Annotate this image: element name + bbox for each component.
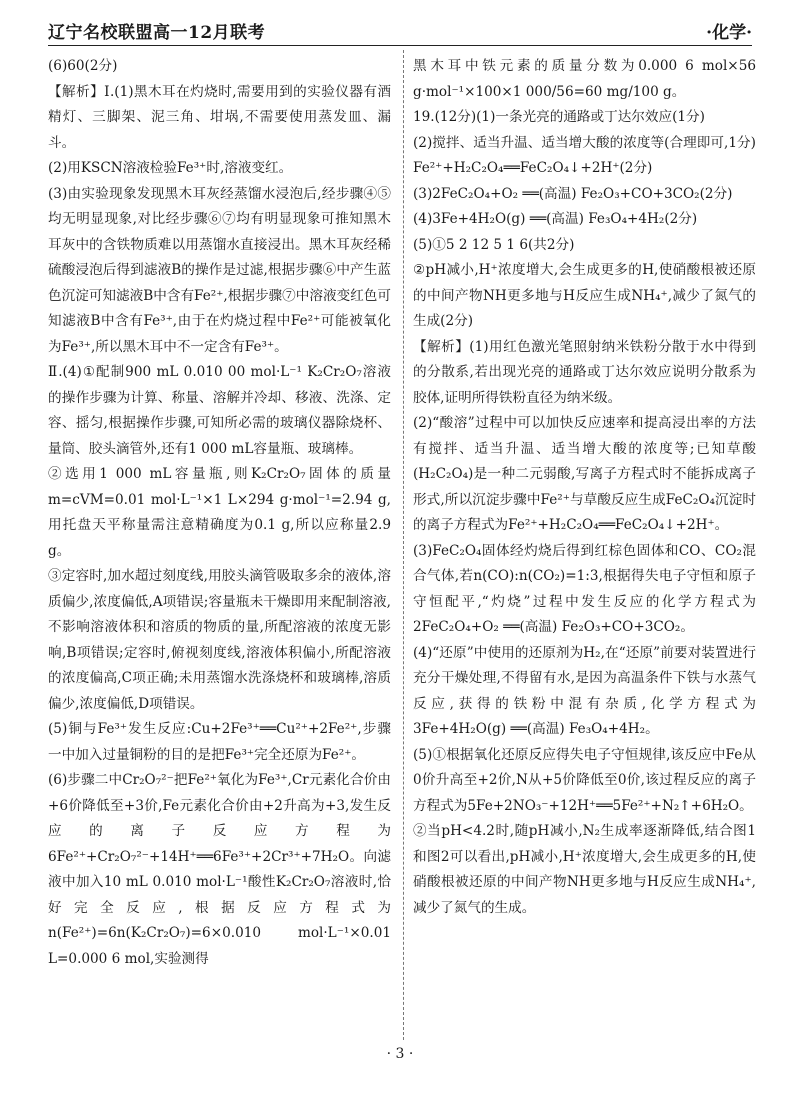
analysis-paragraph: (5)铜与Fe³⁺发生反应:Cu+2Fe³⁺══Cu²⁺+2Fe²⁺,步骤一中加入过量铜粉的目的是把Fe³⁺完全还原为Fe²⁺。 xyxy=(48,721,391,763)
answer-line: (4)3Fe+4H₂O(g) ══(高温) Fe₃O₄+4H₂(2分) xyxy=(413,211,698,227)
page-header xyxy=(48,14,752,44)
analysis-paragraph: ③定容时,加水超过刻度线,用胶头滴管吸取多余的液体,溶质偏少,浓度偏低,A项错误;容量瓶未干燥即用来配制溶液,不影响溶液体积和溶质的物质的量,所配溶液的浓度无影响,B项错误;定容时,俯视刻度线,溶液体积偏小,所配溶液的浓度偏高,C项正确;未用蒸馏水洗涤烧杯和玻璃棒,溶质偏少,浓度偏低,D项错误。 xyxy=(48,568,391,712)
analysis-paragraph: ②当pH<4.2时,随pH减小,N₂生成率逐渐降低,结合图1和图2可以看出,pH减小,H⁺浓度增大,会生成更多的H,使硝酸根被还原的中间产物NH更多地与H反应生成NH₄⁺,减少了氮气的生成。 xyxy=(413,823,756,916)
answer-line: (3)2FeC₂O₄+O₂ ══(高温) Fe₂O₃+CO+3CO₂(2分) xyxy=(413,185,733,202)
left-column xyxy=(48,54,391,972)
answer-line: ②pH减小,H⁺浓度增大,会生成更多的H,使硝酸根被还原的中间产物NH更多地与H反应生成NH₄⁺,减少了氮气的生成(2分) xyxy=(413,262,756,329)
page-number: · 3 · xyxy=(386,1046,414,1062)
subject-label: ·化学· xyxy=(706,23,752,43)
answer-line: 19.(12分)(1)一条光亮的通路或丁达尔效应(1分) xyxy=(413,109,705,125)
analysis-paragraph: ②选用1 000 mL容量瓶,则K₂Cr₂O₇固体的质量m=cVM=0.01 mol·L⁻¹×1 L×294 g·mol⁻¹=2.94 g,用托盘天平称量需注意精确度为0.1 g,所以应称量2.9 g。 xyxy=(48,466,391,559)
analysis-paragraph: (2)用KSCN溶液检验Fe³⁺时,溶液变红。 xyxy=(48,160,293,176)
analysis-paragraph: (3)FeC₂O₄固体经灼烧后得到红棕色固体和CO、CO₂混合气体,若n(CO):n(CO₂)=1:3,根据得失电子守恒和原子守恒配平,“灼烧”过程中发生反应的化学方程式为2FeC₂O₄+O₂ ══(高温) Fe₂O₃+CO+3CO₂。 xyxy=(413,542,756,635)
answer-line: (6)60(2分) xyxy=(48,58,118,74)
analysis-paragraph: (6)步骤二中Cr₂O₇²⁻把Fe²⁺氧化为Fe³⁺,Cr元素化合价由+6价降低至+3价,Fe元素化合价由+2升高为+3,发生反应的离子反应方程为6Fe²⁺+Cr₂O₇²⁻+14H⁺══6Fe³⁺+2Cr³⁺+7H₂O。向滤液中加入10 mL 0.010 mol·L⁻¹酸性K₂Cr₂O₇溶液时,恰好完全反应,根据反应方程式为n(Fe²⁺)=6n(K₂Cr₂O₇)=6×0.010 mol·L⁻¹×0.01 L=0.000 6 mol,实验测得 xyxy=(48,772,391,967)
analysis-paragraph: 【解析】(1)用红色激光笔照射纳米铁粉分散于水中得到的分散系,若出现光亮的通路或丁达尔效应说明分散系为胶体,证明所得铁粉直径为纳米级。 xyxy=(413,338,756,406)
answer-line: (2)搅拌、适当升温、适当增大酸的浓度等(合理即可,1分) Fe²⁺+H₂C₂O₄══FeC₂O₄↓+2H⁺(2分) xyxy=(413,134,756,176)
answer-line: (5)①5 2 12 5 1 6(共2分) xyxy=(413,236,575,253)
analysis-paragraph: (5)①根据氧化还原反应得失电子守恒规律,该反应中Fe从0价升高至+2价,N从+5价降低至0价,该过程反应的离子方程式为5Fe+2NO₃⁻+12H⁺══5Fe²⁺+N₂↑+6H₂O。 xyxy=(413,746,756,814)
analysis-paragraph: 【解析】Ⅰ.(1)黑木耳在灼烧时,需要用到的实验仪器有酒精灯、三脚架、泥三角、坩埚,不需要使用蒸发皿、漏斗。 xyxy=(48,83,391,151)
analysis-paragraph: Ⅱ.(4)①配制900 mL 0.010 00 mol·L⁻¹ K₂Cr₂O₇溶液的操作步骤为计算、称量、溶解并冷却、移液、洗涤、定容、摇匀,根据操作步骤,可知所必需的玻璃仪器除烧杯、量筒、胶头滴管外,还有1 000 mL容量瓶、玻璃棒。 xyxy=(48,364,391,457)
analysis-paragraph: (3)由实验现象发现黑木耳灰经蒸馏水浸泡后,经步骤④⑤均无明显现象,对比经步骤⑥⑦均有明显现象可推知黑木耳灰中的含铁物质难以用蒸馏水直接浸出。黑木耳灰经稀硫酸浸泡后得到滤液B的操作是过滤,根据步骤⑥中产生蓝色沉淀可知滤液B中含有Fe²⁺,根据步骤⑦中溶液变红色可知滤液B中含有Fe³⁺,由于在灼烧过程中Fe²⁺可能被氧化为Fe³⁺,所以黑木耳中不一定含有Fe³⁺。 xyxy=(48,185,391,355)
analysis-paragraph: (4)“还原”中使用的还原剂为H₂,在“还原”前要对装置进行充分干燥处理,不得留有水,是因为高温条件下铁与水蒸气反应,获得的铁粉中混有杂质,化学方程式为3Fe+4H₂O(g) ══(高温) Fe₃O₄+4H₂。 xyxy=(413,644,756,737)
analysis-paragraph: (2)“酸溶”过程中可以加快反应速率和提高浸出率的方法有搅拌、适当升温、适当增大酸的浓度等;已知草酸(H₂C₂O₄)是一种二元弱酸,写离子方程式时不能拆成离子形式,所以沉淀步骤中Fe²⁺与草酸反应生成FeC₂O₄沉淀时的离子方程式为Fe²⁺+H₂C₂O₄══FeC₂O₄↓+2H⁺。 xyxy=(413,415,756,533)
exam-title: 辽宁名校联盟高一12月联考 xyxy=(48,23,266,43)
analysis-paragraph: 黑木耳中铁元素的质量分数为0.000 6 mol×56 g·mol⁻¹×100×1 000/56=60 mg/100 g。 xyxy=(413,58,756,100)
header-rule xyxy=(48,45,752,46)
right-column xyxy=(413,54,756,921)
column-divider xyxy=(403,50,404,1040)
